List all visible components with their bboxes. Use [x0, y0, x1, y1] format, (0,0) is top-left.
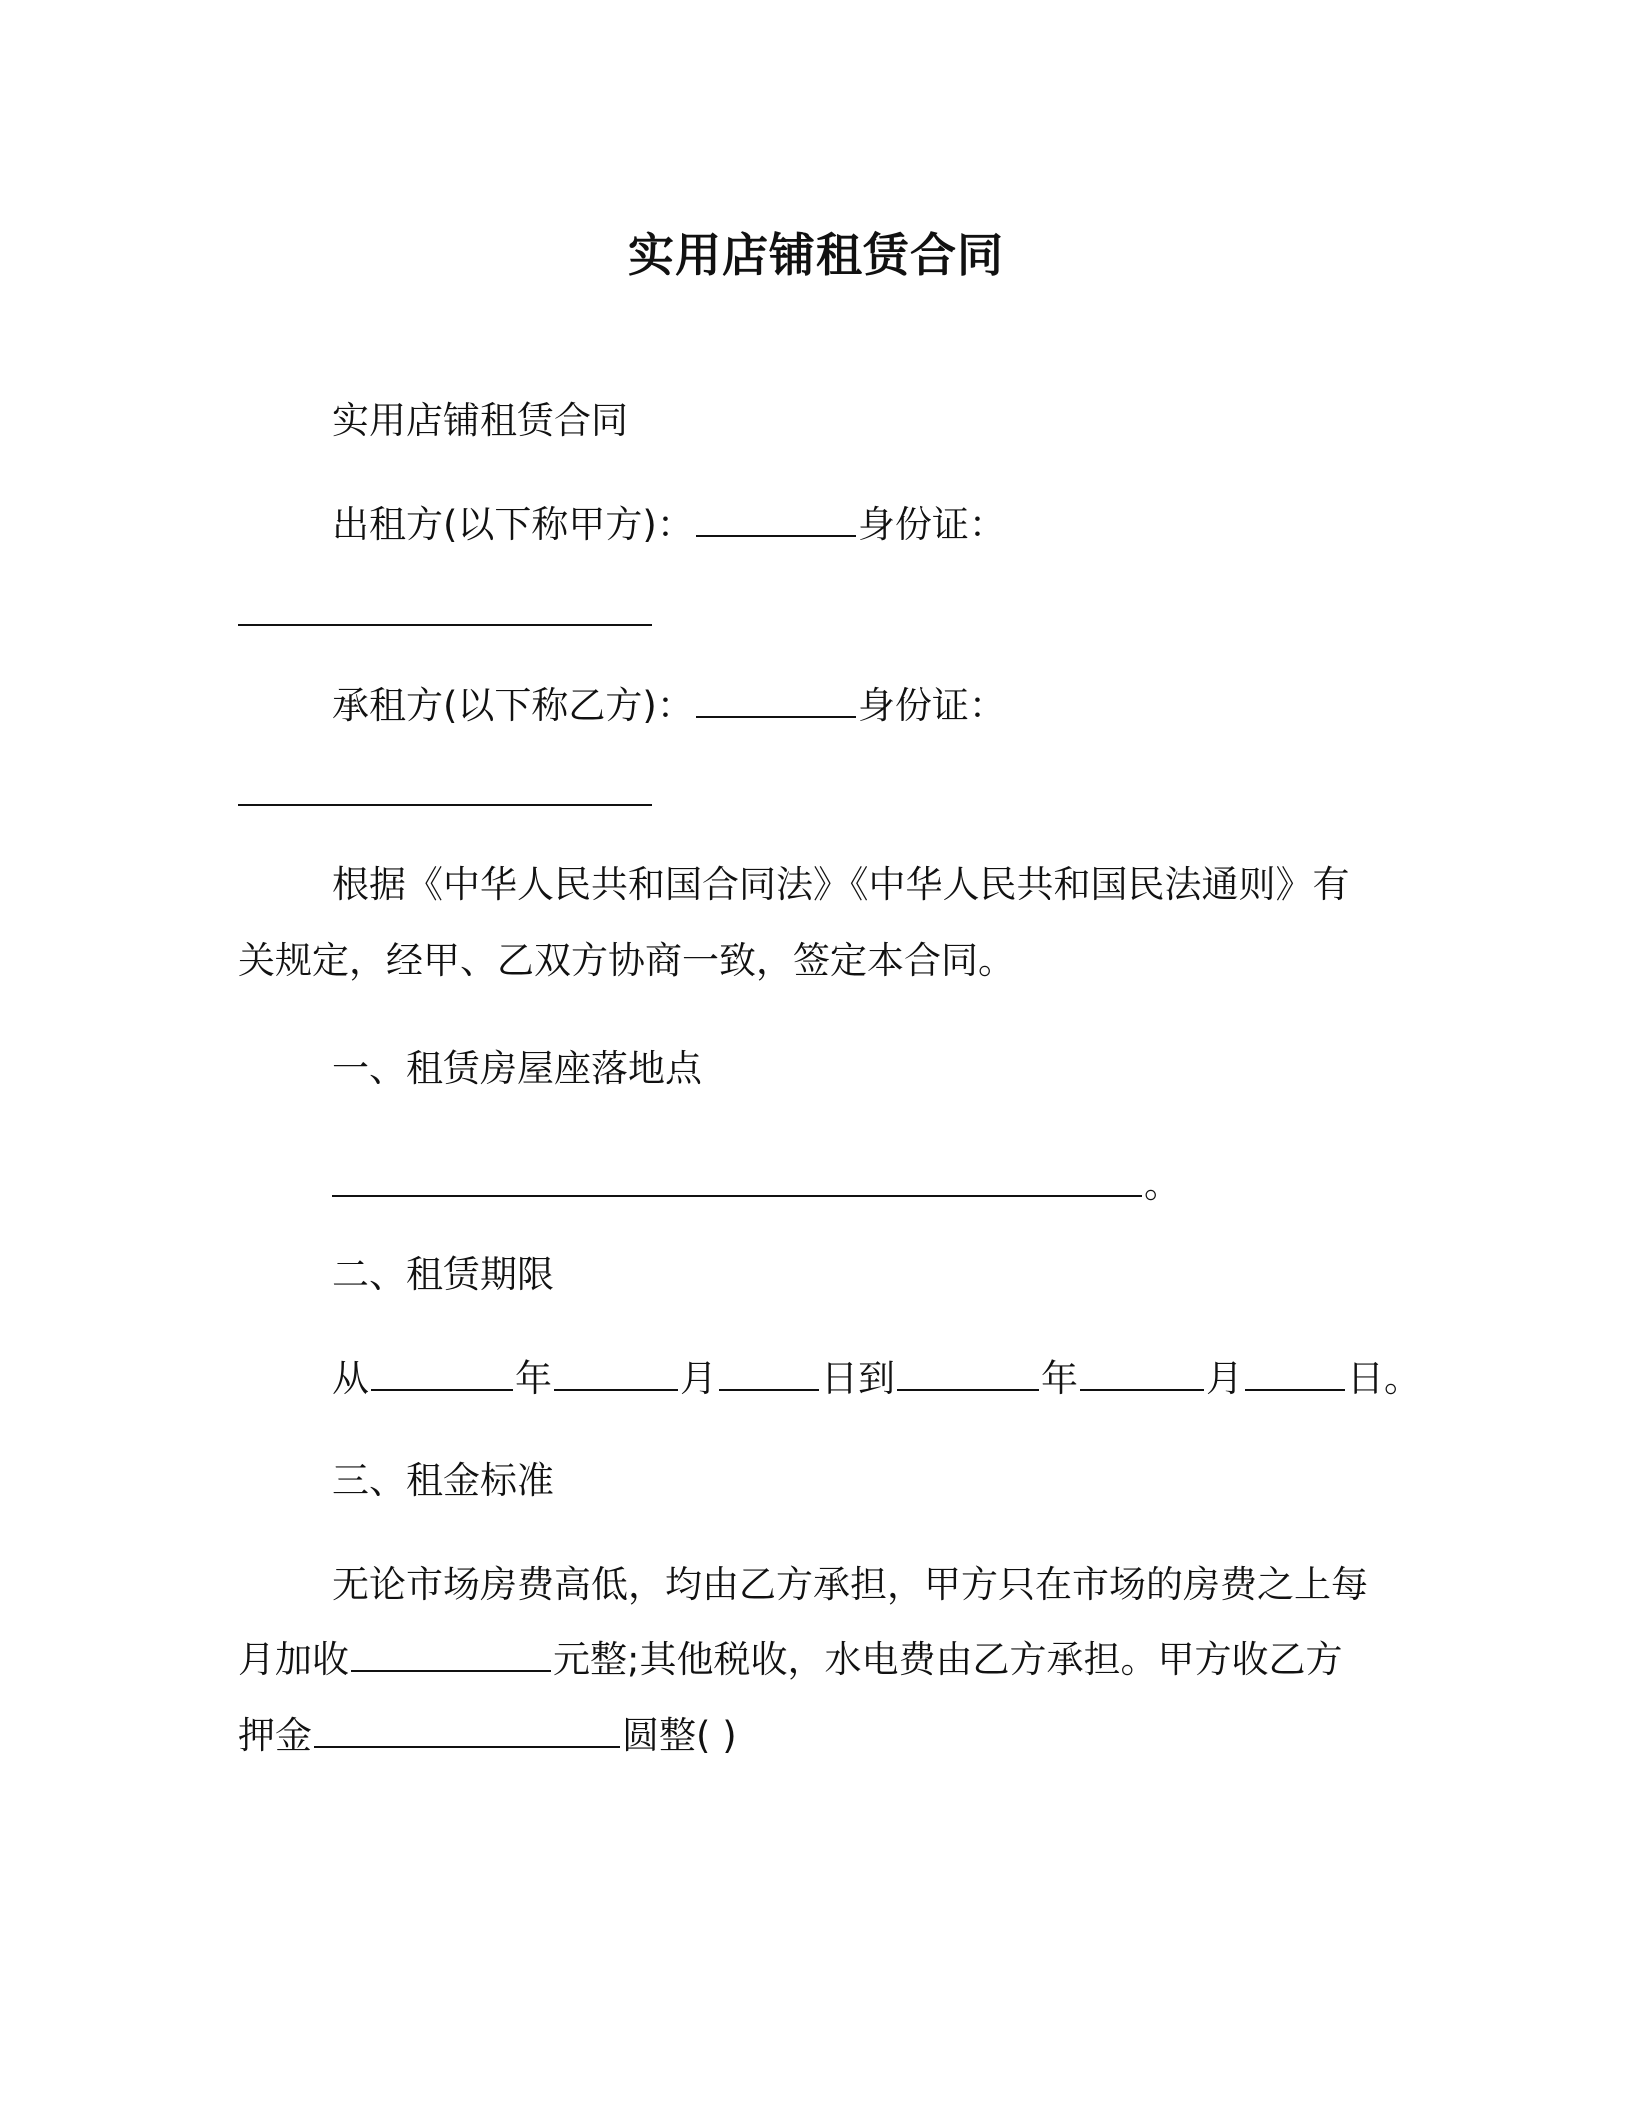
rent-line-2-prefix: 月加收: [238, 1638, 349, 1681]
end-month-blank: [1080, 1389, 1204, 1391]
deposit-blank: [314, 1746, 620, 1748]
document-subtitle: 实用店铺租赁合同: [332, 399, 628, 442]
deposit-label: 押金: [238, 1714, 312, 1757]
term-month-2: 月: [1206, 1357, 1243, 1400]
preamble-line-2: 关规定，经甲、乙双方协商一致，签定本合同。: [238, 939, 1015, 982]
lessee-line: [332, 683, 1006, 729]
term-day-to: 日到: [821, 1357, 895, 1400]
lessor-line: [332, 502, 1006, 548]
section3-heading: 三、租金标准: [332, 1459, 554, 1502]
term-year-2: 年: [1041, 1357, 1078, 1400]
end-year-blank: [897, 1389, 1039, 1391]
term-month-1: 月: [680, 1357, 717, 1400]
start-year-blank: [371, 1389, 513, 1391]
lessee-id-blank: [238, 804, 652, 806]
start-month-blank: [554, 1389, 678, 1391]
lessor-label: 出租方(以下称甲方)：: [332, 503, 694, 546]
lessor-id-label: 身份证：: [857, 503, 1006, 546]
preamble-line-1: 根据《中华人民共和国合同法》《中华人民共和国民法通则》有: [332, 863, 1350, 906]
address-end-mark: 。: [1144, 1163, 1181, 1206]
rent-line-1: 无论市场房费高低，均由乙方承担，甲方只在市场的房费之上每: [332, 1563, 1368, 1606]
rent-line-3: [238, 1713, 737, 1759]
start-day-blank: [719, 1389, 819, 1391]
monthly-fee-blank: [351, 1670, 551, 1672]
document-title: 实用店铺租赁合同: [628, 228, 1004, 282]
lease-term-line: [332, 1356, 1421, 1402]
section2-heading: 二、租赁期限: [332, 1253, 554, 1296]
address-line: [332, 1162, 1181, 1208]
rent-line-2-suffix: 元整;其他税收，水电费由乙方承担。甲方收乙方: [553, 1638, 1343, 1681]
term-day-end: 日。: [1347, 1357, 1421, 1400]
lessor-id-blank: [238, 624, 652, 626]
lessor-name-blank: [696, 535, 856, 537]
term-from: 从: [332, 1357, 369, 1400]
rent-line-2: [238, 1637, 1342, 1683]
lessee-name-blank: [696, 716, 856, 718]
lessee-id-label: 身份证：: [857, 684, 1006, 727]
lessee-label: 承租方(以下称乙方)：: [332, 684, 694, 727]
end-day-blank: [1245, 1389, 1345, 1391]
term-year-1: 年: [515, 1357, 552, 1400]
address-blank: [332, 1195, 1142, 1197]
section1-heading: 一、租赁房屋座落地点: [332, 1047, 702, 1090]
deposit-suffix: 圆整( ): [622, 1714, 737, 1757]
